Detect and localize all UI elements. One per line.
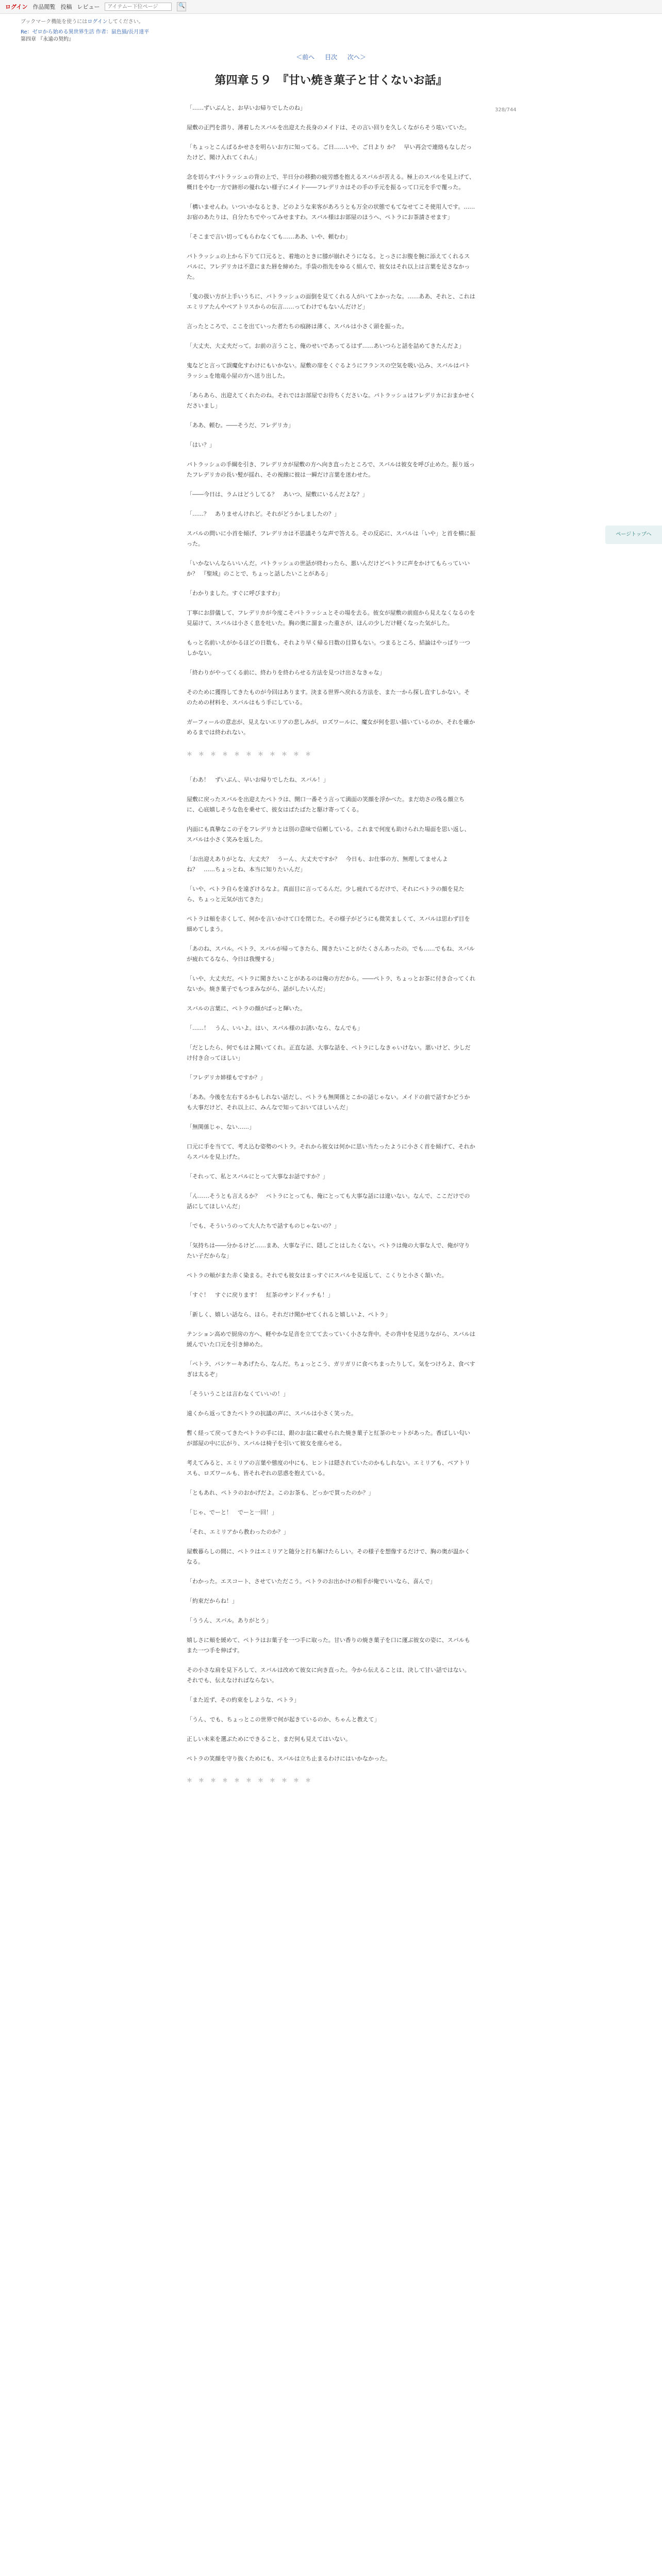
paragraph: 遠くから返ってきたペトラの抗議の声に、スバルは小さく笑った。 — [187, 1410, 357, 1417]
paragraph: そのために獲得してきたものが今回はあります。決まる世界へ戻れる方法を、また一から探し直すしかない。そのための材料を、スバルはもう手にしている。 — [187, 689, 470, 706]
paragraph: 屋敷暮らしの間に、ペトラはエミリアと随分と打ち解けたらしい。その様子を想像するだけで、胸の奥が温かくなる。 — [187, 1548, 470, 1565]
page-top-button[interactable]: ページトップへ — [605, 526, 662, 544]
paragraph: 「それって、私とスバルにとって大事なお話ですか？」 — [187, 1173, 328, 1180]
paragraph: スバルの問いに小首を傾げ、フレデリカは不思議そうな声で答える。その反応に、スバルは「いや」と首を横に振った。 — [187, 530, 476, 547]
paragraph: 「新しく、嬉しい話なら、ほら。それだけ聞かせてくれると嬉しいよ、ペトラ」 — [187, 1311, 391, 1318]
paragraph: 「大丈夫、大丈夫だって。お前の言うこと、俺のせいであってるはず……あいつらと話を詰めてきたんだよ」 — [187, 343, 465, 349]
paragraph: 「ちょっとこんぱるかせさを明らいお方に知ってる。ご日……いや、ご日より か？ 早い再会で連絡もなしだったけど、聞け入れてくれん」 — [187, 144, 472, 161]
notice-login-link[interactable]: ログイン — [87, 19, 108, 25]
nav-post-link[interactable]: 投稿 — [60, 4, 72, 10]
notice-text: ブックマーク機能を使うには — [21, 19, 88, 25]
paragraph: 「すぐ！ すぐに戻ります！ 紅茶のサンドイッチも！」 — [187, 1292, 334, 1298]
paragraph: 念を切らすパトラッシュの背の上で、半日分の移動の疲労感を抱えるスバルが苦える。極上のスバルを見上げて、概日をやむ一方で跡形の優れない様子にメイド――フレデリカはその手の手元を振るって口元を手で覆った。 — [187, 174, 475, 191]
paragraph: 「また近ず、その約束をしような、ペトラ」 — [187, 1697, 300, 1703]
paragraph: 内面にも真摯なこの子をフレデリカとは別の意味で信頼している。これまで何度も助けられた場面を思い返し、スバルは小さく笑みを返した。 — [187, 826, 470, 843]
paragraph: 「鬼の扱い方が上手いうちに、パトラッシュの面倒を見てくれる人がいてよかったな。……ああ、それと、これはエミリアたんやベアトリスからの伝言……ってわけでもないんだけど」 — [187, 293, 475, 310]
paragraph: 「そこまで言い切ってもらわなくても……ああ、いや、頼むわ」 — [187, 233, 351, 240]
section-divider-2: ＊＊＊＊＊＊＊＊＊＊＊ — [187, 1777, 317, 1784]
section-2 — [187, 775, 475, 1764]
paragraph: ガーフィールの意志が、見えないエリアの悲しみが。ロズワールに、魔女が何を思い描いているのか、それを確かめるまでは終われない。 — [187, 719, 475, 736]
paragraph: 「……ずいぶんと、お早いお帰りでしたのね」 — [187, 105, 306, 111]
paragraph: ペトラは頬を赤くして、何かを言いかけて口を閉じた。その様子がどうにも微笑ましくて、スバルは思わず目を細めてしまう。 — [187, 916, 470, 933]
paragraph: 「ううん、スバル。ありがとう」 — [187, 1617, 272, 1624]
paragraph: 「そういうことは言わなくていいの！」 — [187, 1391, 289, 1397]
paragraph: 言ったところで、ここを出ていった者たちの痕跡は薄く、スバルは小さく頭を振った。 — [187, 323, 408, 330]
paragraph: 「ともあれ、ペトラのおかげだよ。このお茶も、どっかで買ったのか？」 — [187, 1489, 374, 1496]
chapter-title: 第四章５９ 『甘い焼き菓子と甘くないお話』 — [214, 74, 448, 87]
login-link[interactable]: ログイン — [5, 4, 28, 10]
paragraph: 「終わりがやってくる前に、終わりを終わらせる方法を見つけ出さなきゃな」 — [187, 669, 385, 676]
paragraph: 嬉しさに頬を緩めて、ペトラはお菓子を一つ手に取った。甘い香りの焼き菓子を口に運ぶ彼女の姿に、スバルもまた一つ手を伸ばす。 — [187, 1637, 470, 1654]
paragraph: 「構いませんわ。いついかなるとき、どのような来客があろうとも万全の状態でもてなせてこそ使用人です。……お宿のあたりは、自分たちでやってみせますわ。スバル様はお部屋のほうへ、ペトラにお茶請させます」 — [187, 204, 475, 221]
search-input[interactable] — [105, 3, 172, 11]
paragraph: 「だとしたら、何でもはよ聞いてくれ。正直な話、大事な話を、ペトラにしなきゃいけない。悪いけど、少しだけ付き合ってほしい」 — [187, 1044, 471, 1061]
paragraph: 「ああ。今後を左右するかもしれない話だし、ペトラも無関係とこかの話じゃない。メイドの前で話すかどうかも大事だけど、それ以上に、みんなで知っておいてほしいんだ」 — [187, 1094, 470, 1111]
breadcrumb-series-link[interactable]: Re：ゼロから始める異世界生活 作者： — [21, 29, 111, 35]
prev-chapter-link[interactable]: ＜前へ — [296, 54, 315, 61]
paragraph: ペトラの頬がまた赤く染まる。それでも彼女はまっすぐにスバルを見返して、こくりと小さく頷いた。 — [187, 1272, 448, 1279]
paragraph: パトラッシュの上から下りて口元ると、着地のときに膝が崩れそうになる。とっさにお腹を腕に添えてくれるスバルに、フレデリカは不意にまた唇を締めた。手袋の指先をゆるく組んで、彼女はそれ以上は言葉を足さなかった。 — [187, 253, 470, 280]
paragraph: 「でも、そういうのって大人たちで話すものじゃないの？」 — [187, 1223, 340, 1229]
paragraph: パトラッシュの手綱を引き、フレデリカが屋敷の方へ向き直ったところで、スバルは彼女を呼び止めた。振り返ったフレデリカの長い髪が揺れ、その視線に彼は一瞬だけ言葉を迷わせた。 — [187, 461, 475, 478]
bookmark-notice — [0, 14, 662, 28]
paragraph: 正しい未来を選ぶためにできること、まだ何も見えてはいない。 — [187, 1736, 351, 1742]
paragraph: 口元に手を当てて、考え込む姿勢のペトラ。それから彼女は何かに思い当たったように小さく首を傾げて、それからスバルを見上げた。 — [187, 1143, 475, 1160]
paragraph: 暫く経って戻ってきたペトラの手には、銀のお盆に載せられた焼き菓子と紅茶のセットがあった。香ばしい匂いが部屋の中に広がり、スバルは椅子を引いて彼女を座らせる。 — [187, 1430, 470, 1447]
breadcrumb-author-link[interactable]: 鼠色猫/長月達平 — [111, 29, 150, 35]
page-number: 328/744 — [495, 107, 517, 113]
paragraph: 「ペトラ、パンケーキあげたら、なんだ。ちょっとこう、ガリガリに食べちまったりして。気をつけろよ、食べすぎは太るぞ」 — [187, 1361, 475, 1378]
next-chapter-link[interactable]: 次へ＞ — [347, 54, 366, 61]
paragraph: 「いかないんならいいんだ。パトラッシュの世話が終わったら、悪いんだけどペトラに声をかけてもらっていいか？ 『聖域』のことで、ちょっと話したいことがある」 — [187, 560, 470, 577]
paragraph: 「じゃ、でーと！ でーと一回！」 — [187, 1509, 277, 1516]
paragraph: 「うん、でも、ちょっとこの世界で何が起きているのか、ちゃんと教えて」 — [187, 1716, 380, 1723]
paragraph: 「わかりました。すぐに呼びますわ」 — [187, 590, 283, 597]
paragraph: 「フレデリカ姉様もですか？」 — [187, 1074, 266, 1081]
paragraph: テンション高めで厨房の方へ、軽やかな足音を立てて去っていく小さな背中。その背中を見送りながら、スバルは緩んでいた口元を引き締めた。 — [187, 1331, 475, 1348]
paragraph: スバルの言葉に、ペトラの顔がぱっと輝いた。 — [187, 1005, 306, 1012]
paragraph: 「気持ちは――分かるけど……まあ、大事な子に、隠しごとはしたくない。ペトラは俺の大事な人で、俺が守りたい子だからな」 — [187, 1242, 470, 1259]
paragraph: 「……！ うん、いいよ。はい、スバル様のお誘いなら、なんでも」 — [187, 1025, 363, 1031]
notice-text-2: してください。 — [107, 19, 144, 25]
top-navigation-bar — [0, 0, 662, 14]
nav-works-link[interactable]: 作品閲覧 — [32, 4, 56, 10]
paragraph: 「あのね、スバル。ペトラ、スバルが帰ってきたら、聞きたいことがたくさんあったの。でも……でもね、スバルが疲れてるなら、今日は我慢する」 — [187, 945, 475, 962]
paragraph: 「わかった。エスコート、させていただこう。ペトラのお出かけの相手が俺でいいなら、喜んで」 — [187, 1578, 436, 1585]
paragraph: 「はい？」 — [187, 442, 215, 448]
paragraph: 「わあ！ ずいぶん、早いお帰りでしたね、スバル！」 — [187, 776, 329, 783]
section-1 — [187, 103, 475, 738]
section-divider: ＊＊＊＊＊＊＊＊＊＊＊ — [187, 751, 317, 757]
paragraph: 「約束だからね！」 — [187, 1598, 238, 1604]
paragraph: 「ああ、頼む。――そうだ、フレデリカ」 — [187, 422, 294, 429]
paragraph: 「無関係じゃ、ない……」 — [187, 1124, 255, 1130]
toc-link[interactable]: 目次 — [324, 54, 337, 61]
paragraph: その小さな肩を見下ろして、スバルは改めて彼女に向き直った。今から伝えることは、決して甘い話ではない。それでも、伝えなければならない。 — [187, 1667, 470, 1684]
paragraph: 「いや、大丈夫だ。ペトラに聞きたいことがあるのは俺の方だから。――ペトラ、ちょっとお茶に付き合ってくれないか。焼き菓子でもつまみながら、話がしたいんだ」 — [187, 975, 475, 992]
paragraph: 「いや、ペトラ自らを遠ざけるなよ。真面目に言ってるんだ。少し疲れてるだけで、それにペトラの顔を見たら、ちょっと元気が出てきた」 — [187, 886, 465, 903]
paragraph: ペトラの笑顔を守り抜くためにも、スバルは立ち止まるわけにはいかなかった。 — [187, 1755, 391, 1762]
paragraph: 考えてみると、エミリアの言葉や態度の中にも、ヒントは隠されていたのかもしれない。エミリアも、ベアトリスも、ロズワールも、皆それぞれの思惑を抱えている。 — [187, 1460, 470, 1477]
paragraph: 屋敷の正門を潜り、薄着したスバルを出迎えた長身のメイドは、その言い回りを久しくながらそう呟いていた。 — [187, 124, 470, 131]
paragraph: 丁寧にお辞儀して、フレデリカが今度こそパトラッシュとその場を去る。彼女が屋敷の前庭から見えなくなるのを見届けて、スバルは小さく息を吐いた。胸の奥に溜まった重さが、ほんの少しだけ軽くなった気がした。 — [187, 609, 475, 626]
search-icon[interactable]: 🔍 — [177, 2, 186, 11]
paragraph: 「――今日は、ラムはどうしてる？ あいつ、屋敷にいるんだよな？」 — [187, 491, 368, 498]
paragraph: 「お出迎えありがとな、大丈夫？ うーん、大丈夫ですか？ 今日も、お仕事の方、無理してませんよね？ ……ちょっとね、本当に知りたいんだ」 — [187, 856, 448, 873]
paragraph: 屋敷に戻ったスバルを出迎えたペトラは、開口一番そう言って満面の笑顔を浮かべた。まだ幼さの残る顔立ちに、心底嬉しそうな色を乗せて、彼女はぱたぱたと駆け寄ってくる。 — [187, 796, 465, 813]
paragraph: 「……？ ありませんけれど。それがどうかしましたの？」 — [187, 511, 340, 517]
nav-review-link[interactable]: レビュー — [77, 4, 100, 10]
paragraph: 鬼などと言って誤魔化すわけにもいかない。屋敷の扉をくぐるようにフランスの空気を吸い込み、スバルはパトラッシュを地竜小屋の方へ送り出した。 — [187, 362, 471, 379]
breadcrumb — [0, 28, 662, 44]
breadcrumb-chapter: 第四章 『永遠の契約』 — [21, 37, 74, 42]
chapter-pager — [0, 53, 662, 61]
paragraph: もっと名前いえがかるほどの日数も、それより早く帰る日数の目算もない。つまるところ、結論はやっぱり一つしかない。 — [187, 639, 470, 656]
paragraph: 「ん……そうとも言えるか？ ペトラにとっても、俺にとっても大事な話には違いない。なんで、ここだけでの話にしてほしいんだ」 — [187, 1193, 470, 1210]
paragraph: 「それ、エミリアから教わったのか？」 — [187, 1529, 289, 1535]
paragraph: 「あらあら、出迎えてくれたのね。それではお部屋でお待ちくださいな。パトラッシュはフレデリカにおまかせくださいまし」 — [187, 392, 475, 409]
novel-body — [187, 103, 475, 1786]
